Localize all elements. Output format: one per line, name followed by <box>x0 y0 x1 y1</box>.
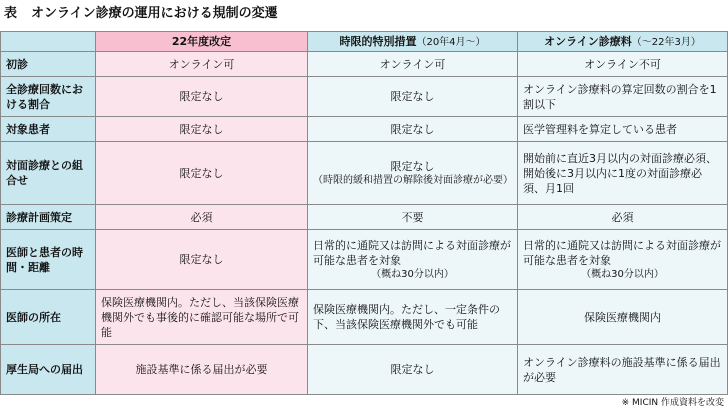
row-label: 厚生局への届出 <box>1 345 96 395</box>
cell-temporary: オンライン可 <box>308 52 518 77</box>
table-title-lead: 表 <box>4 6 18 21</box>
cell-temporary: 限定なし <box>308 345 518 395</box>
row-label: 対面診療との組合せ <box>1 142 96 205</box>
regulation-comparison-table <box>0 31 728 395</box>
cell-online-fee: オンライン診療料の施設基準に係る届出が必要 <box>518 345 728 395</box>
cell-2022: オンライン可 <box>96 52 308 77</box>
cell-note: （概ね30分以内） <box>371 269 454 280</box>
cell-temporary: 保険医療機関内。ただし、一定条件の下、当該保険医療機関外でも可能 <box>308 290 518 345</box>
table-row <box>1 117 728 142</box>
cell-online-fee: 医学管理料を算定している患者 <box>518 117 728 142</box>
table-row <box>1 290 728 345</box>
row-label: 対象患者 <box>1 117 96 142</box>
table-row <box>1 142 728 205</box>
cell-online-fee <box>518 230 728 290</box>
cell-online-fee: 保険医療機関内 <box>518 290 728 345</box>
cell-2022: 限定なし <box>96 142 308 205</box>
cell-online-fee: オンライン診療料の算定回数の割合を1割以下 <box>518 77 728 117</box>
cell-2022: 保険医療機関内。ただし、当該保険医療機関外でも事後的に確認可能な場所で可能 <box>96 290 308 345</box>
cell-temporary <box>308 230 518 290</box>
table-title-text: オンライン診療の運用における規制の変遷 <box>31 6 278 21</box>
cell-temporary: 限定なし <box>308 117 518 142</box>
table-row <box>1 345 728 395</box>
table-row <box>1 205 728 230</box>
cell-temporary: 不要 <box>308 205 518 230</box>
row-label: 医師と患者の時間・距離 <box>1 230 96 290</box>
cell-2022: 限定なし <box>96 230 308 290</box>
cell-main-text: 日常的に通院又は訪問による対面診療が可能な患者を対象 <box>313 239 511 267</box>
source-note: ※ MICIN 作成資料を改変 <box>621 398 724 408</box>
table-header-row <box>1 32 728 52</box>
cell-main-text: 限定なし <box>390 160 435 173</box>
cell-2022: 限定なし <box>96 77 308 117</box>
cell-temporary: 限定なし <box>308 77 518 117</box>
header-col-online-fee: オンライン診療料（〜22年3月） <box>518 32 728 52</box>
cell-online-fee: 開始前に直近3月以内の対面診療必須、開始後に3月以内に1度の対面診療必須、月1回 <box>518 142 728 205</box>
cell-online-fee: オンライン不可 <box>518 52 728 77</box>
cell-2022: 限定なし <box>96 117 308 142</box>
row-label: 医師の所在 <box>1 290 96 345</box>
cell-online-fee: 必須 <box>518 205 728 230</box>
cell-note: （時限的緩和措置の解除後対面診療が必要） <box>313 175 513 186</box>
table-title <box>4 4 278 24</box>
row-label: 初診 <box>1 52 96 77</box>
row-label: 診療計画策定 <box>1 205 96 230</box>
header-corner <box>1 32 96 52</box>
header-col-temporary-measure: 時限的特別措置（20年4月〜） <box>308 32 518 52</box>
table-row <box>1 77 728 117</box>
table-row <box>1 230 728 290</box>
cell-2022: 必須 <box>96 205 308 230</box>
cell-note: （概ね30分以内） <box>581 269 664 280</box>
table-row <box>1 52 728 77</box>
cell-2022: 施設基準に係る届出が必要 <box>96 345 308 395</box>
row-label: 全診療回数における割合 <box>1 77 96 117</box>
header-col-2022-revision: 22年度改定 <box>96 32 308 52</box>
cell-temporary <box>308 142 518 205</box>
cell-main-text: 日常的に通院又は訪問による対面診療が可能な患者を対象 <box>523 239 721 267</box>
